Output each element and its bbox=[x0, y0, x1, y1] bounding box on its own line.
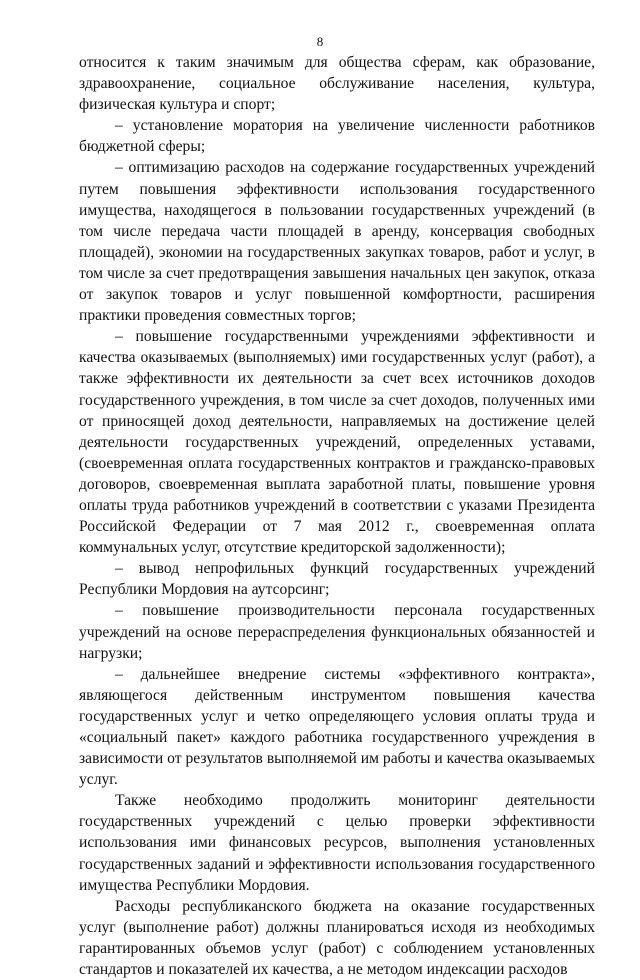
paragraph-budget-expenses: Расходы республиканского бюджета на оказание государственных услуг (выполнение работ) должны планироваться исходя из необходимых гарантированных объемов услуг (работ) с соблюдением установленных стандартов и показателей их качества, а не методом индексации расходов bbox=[79, 897, 595, 979]
document-body bbox=[79, 52, 595, 980]
page-number: 8 bbox=[316, 34, 324, 49]
paragraph-productivity: – повышение производительности персонала государственных учреждений на основе перераспределения функциональных обязанностей и нагрузки; bbox=[79, 602, 595, 662]
paragraph-effective-contract: – дальнейшее внедрение системы «эффективного контракта», являющегося действенным инструментом повышения качества государственных услуг и четко определяющего условия оплаты труда и «социальный пакет» каждого работника государственного учреждения в зависимости от результатов выполняемой им работы и качества оказываемых услуг. bbox=[79, 665, 595, 789]
paragraph-efficiency-improvement: – повышение государственными учреждениями эффективности и качества оказываемых (выполняемых) ими государственных услуг (работ), а также эффективности их деятельности за счет всех источников доходов государственного учреждения, в том числе за счет доходов, полученных ими от приносящей доход деятельности, направляемых на достижение целей деятельности государственных учреждений, определенных уставами, (своевременная оплата государственных контрактов и гражданско-правовых договоров, своевременная выплата заработной платы, повышение уровня оплаты труда работников учреждений в соответствии с указами Президента Российской Федерации от 7 мая 2012 г., своевременная оплата коммунальных услуг, отсутствие кредиторской задолженности); bbox=[79, 328, 595, 557]
paragraph-outsourcing: – вывод непрофильных функций государственных учреждений Республики Мордовия на аутсорсинг; bbox=[79, 560, 595, 599]
paragraph-moratorium: – установление моратория на увеличение численности работников бюджетной сферы; bbox=[79, 117, 595, 156]
paragraph-cost-optimization: – оптимизацию расходов на содержание государственных учреждений путем повышения эффективности использования государственного имущества, находящегося в пользовании государственных учреждений (в том числе передача части площадей в аренду, консервация свободных площадей), экономии на государственных закупках товаров, работ и услуг, в том числе за счет предотвращения завышения начальных цен закупок, отказа от закупок товаров и услуг повышенной комфортности, расширения практики проведения совместных торгов; bbox=[79, 159, 595, 325]
paragraph-culture-sports: относится к таким значимым для общества сферам, как образование, здравоохранение, социальное обслуживание населения, культура, физическая культура и спорт; bbox=[79, 54, 595, 114]
paragraph-monitoring: Также необходимо продолжить мониторинг деятельности государственных учреждений с целью проверки эффективности использования ими финансовых ресурсов, выполнения установленных государственных заданий и эффективности использования государственного имущества Республики Мордовия. bbox=[79, 792, 595, 894]
